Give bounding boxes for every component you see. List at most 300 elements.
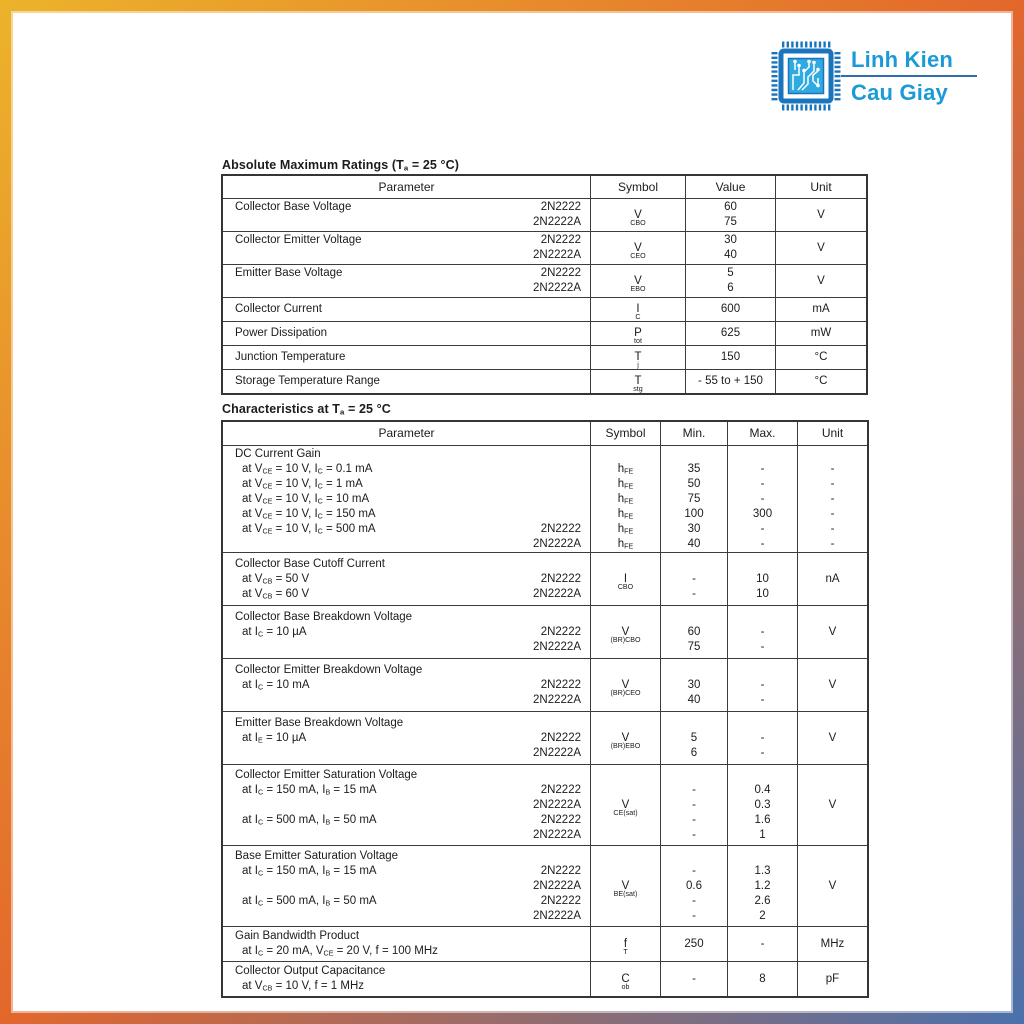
param-line xyxy=(223,350,590,365)
unit-cell: V xyxy=(797,846,867,926)
param-line xyxy=(223,374,590,389)
param-line xyxy=(223,716,590,731)
param-line xyxy=(223,879,590,894)
symbol-cell: V (BR)CEO xyxy=(590,659,660,711)
param-line xyxy=(223,693,590,708)
max-cell-line xyxy=(761,610,764,625)
variant-label: 2N2222A xyxy=(533,216,581,228)
symbol-cell: I C xyxy=(590,298,685,321)
param-name: Base Emitter Saturation Voltage xyxy=(235,849,399,862)
symbol-cell: C ob xyxy=(590,962,660,996)
variant-label: 2N2222 xyxy=(540,267,581,279)
unit-cell xyxy=(797,446,867,552)
variant-label: 2N2222 xyxy=(540,201,581,213)
param-name: at $V_{CE} = 10$ V, $I_C = 0.1$ mA xyxy=(242,462,373,475)
param-name xyxy=(235,537,238,552)
column-header: Parameter xyxy=(378,426,435,440)
param-line xyxy=(223,798,590,813)
param-name: Power Dissipation xyxy=(235,327,328,339)
param-name: Gain Bandwidth Product xyxy=(235,930,360,942)
symbol-cell-line: $h_{FE}$ xyxy=(617,537,634,550)
param-cell xyxy=(223,232,590,264)
max-cell-line xyxy=(761,768,764,783)
param-line xyxy=(223,447,590,462)
param-line xyxy=(223,610,590,625)
column-header: Unit xyxy=(797,422,867,445)
min-cell-line: 35 xyxy=(687,462,701,475)
param-name: Collector Output Capacitance xyxy=(235,965,386,977)
amr-row xyxy=(223,297,866,321)
min-cell-line xyxy=(692,663,695,678)
min-cell-line xyxy=(692,557,695,572)
max-cell-line: 1 xyxy=(759,828,766,841)
min-cell-line xyxy=(692,849,695,864)
variant-label: 2N2222 xyxy=(540,864,581,877)
max-cell-line xyxy=(761,716,764,731)
min-cell-line xyxy=(692,716,695,731)
unit-cell-line: - xyxy=(830,522,835,535)
max-cell-line: - xyxy=(760,537,765,550)
min-cell xyxy=(660,712,727,764)
value-line: 60 xyxy=(724,201,737,213)
param-name: at $V_{CE} = 10$ V, $I_C = 1$ mA xyxy=(242,477,363,490)
min-cell: - xyxy=(660,962,727,996)
max-cell-line: - xyxy=(760,522,765,535)
param-line xyxy=(223,731,590,746)
unit-cell-line: - xyxy=(830,477,835,490)
unit-cell: mA xyxy=(775,298,866,321)
param-name: Collector Current xyxy=(235,303,322,315)
unit-cell: V xyxy=(775,265,866,297)
param-line xyxy=(223,302,590,317)
param-name: Collector Emitter Saturation Voltage xyxy=(235,768,418,781)
min-cell-line: 60 xyxy=(687,625,701,638)
param-name: Collector Base Cutoff Current xyxy=(235,557,385,570)
param-cell xyxy=(223,322,590,345)
max-cell-line: 10 xyxy=(756,572,769,585)
variant-label: 2N2222 xyxy=(540,234,581,246)
column-header: Parameter xyxy=(378,179,435,194)
value-line: 150 xyxy=(720,351,741,363)
header-row xyxy=(223,176,866,198)
max-cell-line: 2 xyxy=(759,909,766,922)
max-cell: - xyxy=(727,927,797,961)
unit-cell: V xyxy=(797,659,867,711)
min-cell-line: 30 xyxy=(687,522,701,535)
char-group-row xyxy=(223,764,867,845)
param-name: at $I_C = 20$ mA, $V_{CE} = 20$ V, f = 100 MHz xyxy=(242,945,438,958)
param-line xyxy=(223,326,590,341)
min-cell-line: - xyxy=(692,572,696,585)
value-line: 5 xyxy=(727,267,734,279)
variant-label: 2N2222 xyxy=(540,813,581,826)
param-name: Collector Emitter Breakdown Voltage xyxy=(235,663,423,676)
param-line xyxy=(223,783,590,798)
variant-label: 2N2222 xyxy=(540,572,581,585)
variant-label: 2N2222A xyxy=(533,798,581,811)
min-cell xyxy=(660,846,727,926)
param-name: at $I_C = 150$ mA, $I_B = 15$ mA xyxy=(242,864,377,877)
param-line xyxy=(223,572,590,587)
param-line xyxy=(223,248,590,263)
symbol-cell: T stg xyxy=(590,370,685,393)
column-header: Unit xyxy=(775,176,866,198)
min-cell-line: 6 xyxy=(690,746,698,759)
header-row xyxy=(223,422,867,445)
symbol-cell-line: $h_{FE}$ xyxy=(617,507,634,520)
variant-label: 2N2222A xyxy=(533,537,581,550)
variant-label: 2N2222 xyxy=(540,625,581,638)
variant-label: 2N2222A xyxy=(533,909,581,922)
min-cell-line: 75 xyxy=(687,492,701,505)
unit-cell: mW xyxy=(775,322,866,345)
min-cell-line: 50 xyxy=(687,477,701,490)
variant-label: 2N2222 xyxy=(540,894,581,907)
param-line xyxy=(223,233,590,248)
symbol-cell: P tot xyxy=(590,322,685,345)
param-line xyxy=(223,640,590,655)
param-cell xyxy=(223,659,590,711)
unit-cell: V xyxy=(775,232,866,264)
value-line: 40 xyxy=(724,249,737,261)
unit-cell: pF xyxy=(797,962,867,996)
char-group-row xyxy=(223,961,867,996)
brand-logo xyxy=(771,41,977,111)
logo-line1: Linh Kien xyxy=(851,47,954,72)
column-header: Value xyxy=(685,176,775,198)
symbol-cell-line: $h_{FE}$ xyxy=(617,477,634,490)
value-cell xyxy=(685,370,775,393)
param-name xyxy=(235,248,238,263)
param-line xyxy=(223,477,590,492)
max-cell-line: - xyxy=(760,640,765,653)
min-cell-line: - xyxy=(692,828,696,841)
min-cell xyxy=(660,765,727,845)
param-line xyxy=(223,813,590,828)
symbol-cell: V BE(sat) xyxy=(590,846,660,926)
amr-row xyxy=(223,231,866,264)
char-group-row xyxy=(223,711,867,764)
symbol-cell: V CBO xyxy=(590,199,685,231)
unit-cell: V xyxy=(797,606,867,658)
max-cell xyxy=(727,606,797,658)
symbol-cell: V (BR)EBO xyxy=(590,712,660,764)
unit-cell: V xyxy=(797,712,867,764)
unit-cell-line xyxy=(831,447,834,462)
min-cell-line: 75 xyxy=(687,640,701,653)
min-cell-line xyxy=(692,610,695,625)
param-name: at $V_{CE} = 10$ V, $I_C = 150$ mA xyxy=(242,507,376,520)
param-line xyxy=(223,849,590,864)
min-cell-line: - xyxy=(692,798,696,811)
value-line: 30 xyxy=(724,234,737,246)
param-name xyxy=(235,281,238,296)
param-line xyxy=(223,557,590,572)
param-line xyxy=(223,492,590,507)
param-cell xyxy=(223,265,590,297)
max-cell-line: - xyxy=(760,625,765,638)
param-line xyxy=(223,200,590,215)
unit-cell-line: - xyxy=(830,537,835,550)
param-cell xyxy=(223,446,590,552)
datasheet-page xyxy=(11,11,1013,1013)
param-name: Emitter Base Voltage xyxy=(235,267,343,279)
max-cell-line: - xyxy=(760,492,765,505)
min-cell xyxy=(660,659,727,711)
min-cell-line: 30 xyxy=(687,678,701,691)
value-line: 6 xyxy=(727,282,734,294)
param-line xyxy=(223,266,590,281)
param-line xyxy=(223,462,590,477)
param-line xyxy=(223,537,590,552)
value-cell xyxy=(685,322,775,345)
unit-cell: MHz xyxy=(797,927,867,961)
param-name: Collector Base Voltage xyxy=(235,201,352,213)
char-group-row xyxy=(223,605,867,658)
param-line xyxy=(223,663,590,678)
min-cell-line: 0.6 xyxy=(686,879,702,892)
max-cell xyxy=(727,712,797,764)
value-line: - 55 to + 150 xyxy=(698,375,763,387)
value-cell xyxy=(685,298,775,321)
param-name: Storage Temperature Range xyxy=(235,375,380,387)
param-line xyxy=(223,768,590,783)
amr-row xyxy=(223,369,866,393)
symbol-cell: V CEO xyxy=(590,232,685,264)
param-line xyxy=(223,909,590,924)
column-header: Max. xyxy=(727,422,797,445)
max-cell xyxy=(727,846,797,926)
variant-label: 2N2222A xyxy=(533,282,581,294)
param-line xyxy=(223,746,590,761)
param-name: DC Current Gain xyxy=(235,447,321,460)
min-cell-line xyxy=(692,768,695,783)
logo-line2: Cau Giay xyxy=(851,79,948,105)
value-line: 625 xyxy=(720,327,741,339)
param-name: at $I_C = 150$ mA, $I_B = 15$ mA xyxy=(242,783,377,796)
param-name: at $V_{CB} = 60$ V xyxy=(242,587,310,600)
char-group-row xyxy=(223,926,867,961)
symbol-cell: V EBO xyxy=(590,265,685,297)
max-cell-line: - xyxy=(760,462,765,475)
param-line xyxy=(223,944,590,959)
logo-divider xyxy=(841,75,977,77)
param-cell xyxy=(223,199,590,231)
max-cell-line xyxy=(761,557,764,572)
param-cell xyxy=(223,298,590,321)
min-cell-line: 5 xyxy=(690,731,698,744)
variant-label: 2N2222A xyxy=(533,587,581,600)
param-name: at $I_C = 10$ mA xyxy=(242,678,310,691)
amr-row xyxy=(223,345,866,369)
param-cell xyxy=(223,606,590,658)
param-cell xyxy=(223,370,590,393)
variant-label: 2N2222A xyxy=(533,640,581,653)
unit-cell-line: - xyxy=(830,492,835,505)
param-cell xyxy=(223,553,590,605)
column-header: Min. xyxy=(660,422,727,445)
param-name: at $V_{CB} = 10$ V, f = 1 MHz xyxy=(242,980,364,993)
unit-cell: nA xyxy=(797,553,867,605)
characteristics-table xyxy=(221,420,869,998)
variant-label: 2N2222A xyxy=(533,828,581,841)
amr-row xyxy=(223,264,866,297)
max-cell-line: 0.3 xyxy=(754,798,771,811)
symbol-cell xyxy=(590,446,660,552)
min-cell xyxy=(660,606,727,658)
param-cell xyxy=(223,846,590,926)
max-cell-line: - xyxy=(760,678,765,691)
max-cell-line xyxy=(761,447,764,462)
unit-cell: V xyxy=(797,765,867,845)
param-name: at $V_{CE} = 10$ V, $I_C = 10$ mA xyxy=(242,492,370,505)
max-cell-line xyxy=(761,849,764,864)
min-cell-line: 40 xyxy=(687,693,701,706)
param-cell xyxy=(223,962,590,996)
max-cell-line: 300 xyxy=(752,507,773,520)
min-cell xyxy=(660,446,727,552)
value-cell xyxy=(685,232,775,264)
column-header: Symbol xyxy=(590,176,685,198)
unit-cell: V xyxy=(775,199,866,231)
value-cell xyxy=(685,199,775,231)
max-cell-line: - xyxy=(760,731,765,744)
param-cell xyxy=(223,712,590,764)
variant-label: 2N2222A xyxy=(533,746,581,759)
param-cell xyxy=(223,927,590,961)
amr-row xyxy=(223,321,866,345)
min-cell-line: - xyxy=(692,909,696,922)
max-cell-line: 0.4 xyxy=(754,783,771,796)
max-cell-line: 1.6 xyxy=(754,813,771,826)
min-cell-line: - xyxy=(692,813,696,826)
param-name: Collector Emitter Voltage xyxy=(235,234,362,246)
max-cell-line: 10 xyxy=(756,587,769,600)
param-name xyxy=(235,798,238,813)
symbol-cell-line: $h_{FE}$ xyxy=(617,462,634,475)
amr-row xyxy=(223,198,866,231)
variant-label: 2N2222A xyxy=(533,249,581,261)
param-line xyxy=(223,587,590,602)
max-cell-line: - xyxy=(760,693,765,706)
param-line xyxy=(223,507,590,522)
symbol-cell: f T xyxy=(590,927,660,961)
unit-cell-line: - xyxy=(830,462,835,475)
max-cell-line: - xyxy=(760,746,765,759)
param-line xyxy=(223,215,590,230)
min-cell-line: 40 xyxy=(687,537,701,550)
value-cell xyxy=(685,265,775,297)
min-cell-line xyxy=(692,447,695,462)
chip-icon xyxy=(771,41,841,111)
param-line xyxy=(223,678,590,693)
variant-label: 2N2222 xyxy=(540,522,581,535)
param-name xyxy=(235,828,238,843)
max-cell-line: 1.3 xyxy=(754,864,771,877)
abs-max-title: Absolute Maximum Ratings ($T_a = 25$ °C) xyxy=(222,158,460,173)
symbol-cell: V CE(sat) xyxy=(590,765,660,845)
param-line xyxy=(223,964,590,979)
column-header: Symbol xyxy=(590,422,660,445)
min-cell-line: 100 xyxy=(684,507,704,520)
max-cell xyxy=(727,553,797,605)
param-cell xyxy=(223,346,590,369)
char-group-row xyxy=(223,552,867,605)
abs-max-table xyxy=(221,174,868,395)
param-cell xyxy=(223,765,590,845)
char-group-row xyxy=(223,658,867,711)
unit-cell-line: - xyxy=(830,507,835,520)
max-cell-line xyxy=(761,663,764,678)
variant-label: 2N2222 xyxy=(540,731,581,744)
min-cell-line: - xyxy=(692,864,696,877)
logo-text xyxy=(851,46,977,106)
param-name: Emitter Base Breakdown Voltage xyxy=(235,716,404,729)
char-group-row xyxy=(223,445,867,552)
param-name: at $I_C = 500$ mA, $I_B = 50$ mA xyxy=(242,894,377,907)
param-name: at $V_{CB} = 50$ V xyxy=(242,572,310,585)
max-cell-line: - xyxy=(760,477,765,490)
symbol-cell-line: $h_{FE}$ xyxy=(617,522,634,535)
param-line xyxy=(223,894,590,909)
min-cell-line: - xyxy=(692,587,696,600)
param-name: at $V_{CE} = 10$ V, $I_C = 500$ mA xyxy=(242,522,376,535)
min-cell xyxy=(660,553,727,605)
characteristics-title: Characteristics at $T_a = 25$ °C xyxy=(222,402,391,417)
variant-label: 2N2222 xyxy=(540,678,581,691)
param-name xyxy=(235,879,238,894)
unit-cell: °C xyxy=(775,346,866,369)
variant-label: 2N2222A xyxy=(533,693,581,706)
param-name xyxy=(235,693,238,708)
param-line xyxy=(223,625,590,640)
param-name: Junction Temperature xyxy=(235,351,346,363)
char-group-row xyxy=(223,845,867,926)
symbol-cell-line xyxy=(624,447,627,462)
param-name xyxy=(235,640,238,655)
variant-label: 2N2222 xyxy=(540,783,581,796)
symbol-cell: I CBO xyxy=(590,553,660,605)
param-name: Collector Base Breakdown Voltage xyxy=(235,610,413,623)
param-name: at $I_E = 10$ µA xyxy=(242,731,307,744)
max-cell xyxy=(727,765,797,845)
min-cell: 250 xyxy=(660,927,727,961)
param-name xyxy=(235,746,238,761)
param-line xyxy=(223,522,590,537)
param-line xyxy=(223,979,590,994)
param-name: at $I_C = 10$ µA xyxy=(242,625,307,638)
value-cell xyxy=(685,346,775,369)
param-line xyxy=(223,929,590,944)
param-line xyxy=(223,828,590,843)
max-cell: 8 xyxy=(727,962,797,996)
min-cell-line: - xyxy=(692,783,696,796)
max-cell xyxy=(727,446,797,552)
symbol-cell: V (BR)CBO xyxy=(590,606,660,658)
max-cell xyxy=(727,659,797,711)
param-name xyxy=(235,909,238,924)
unit-cell: °C xyxy=(775,370,866,393)
variant-label: 2N2222A xyxy=(533,879,581,892)
min-cell-line: - xyxy=(692,894,696,907)
param-line xyxy=(223,864,590,879)
symbol-cell: T j xyxy=(590,346,685,369)
value-line: 75 xyxy=(724,216,737,228)
value-line: 600 xyxy=(720,303,741,315)
param-name xyxy=(235,215,238,230)
param-name: at $I_C = 500$ mA, $I_B = 50$ mA xyxy=(242,813,377,826)
max-cell-line: 1.2 xyxy=(754,879,771,892)
